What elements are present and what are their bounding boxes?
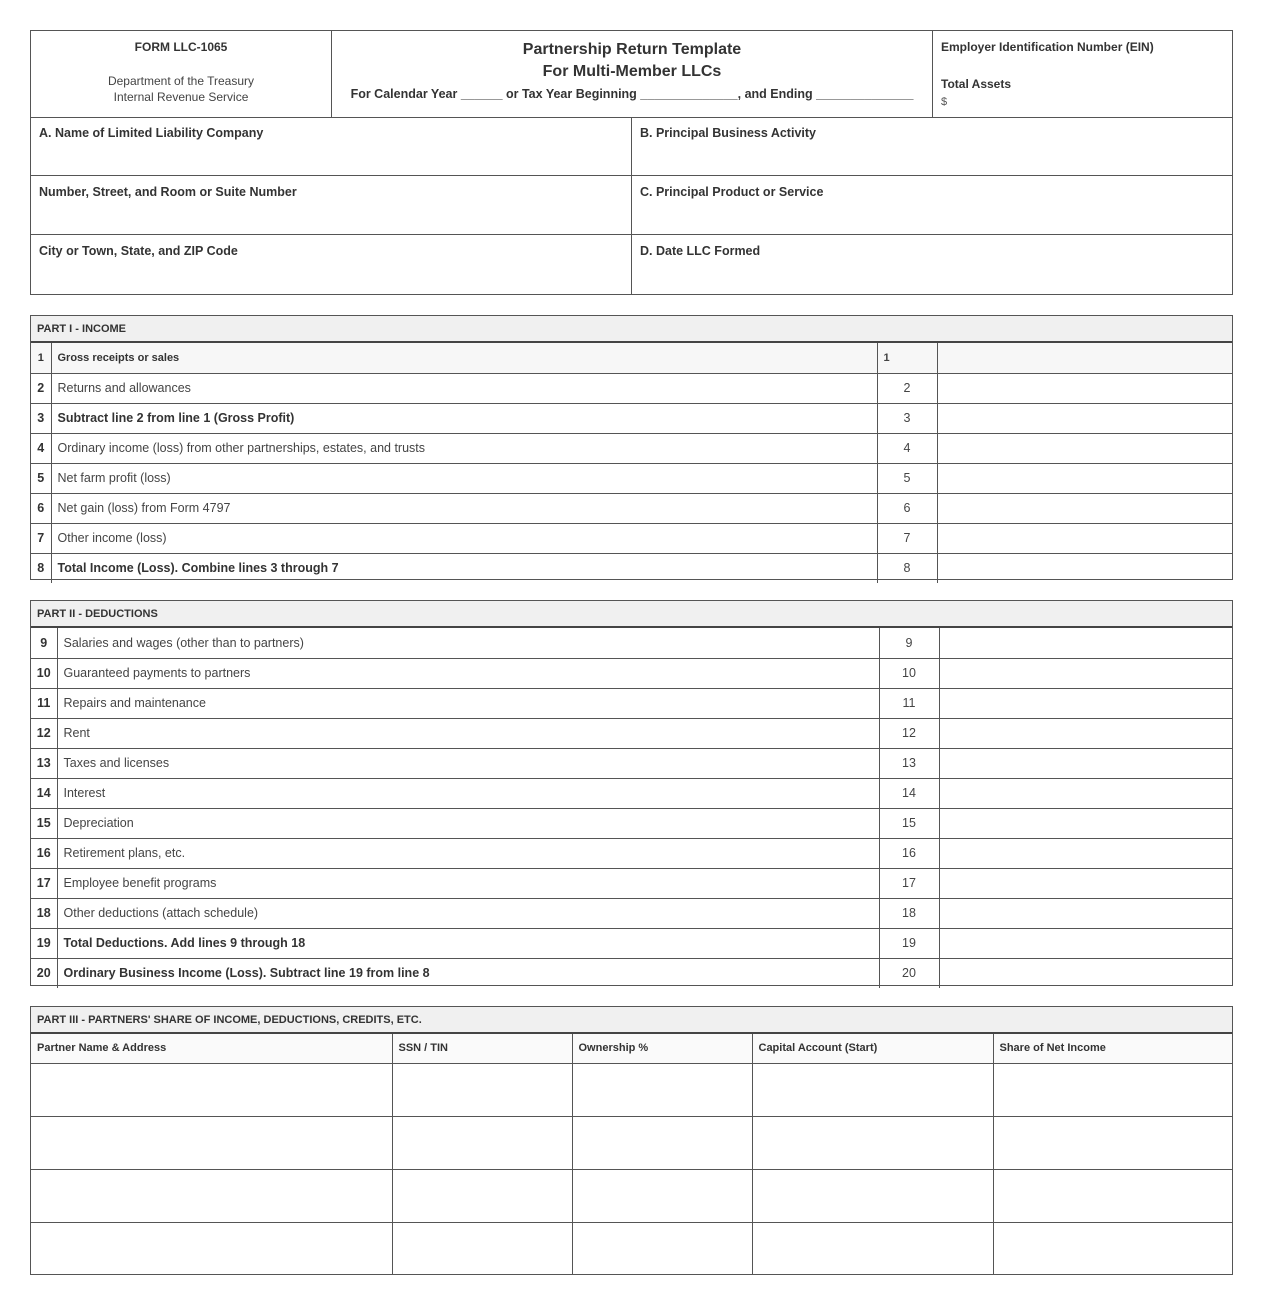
total-assets-value[interactable]: $ — [941, 96, 948, 108]
line-row — [31, 493, 1232, 523]
partner-cell[interactable] — [392, 1116, 572, 1169]
amount-field[interactable] — [939, 898, 1232, 928]
partner-cell[interactable] — [31, 1222, 392, 1275]
line-description: Returns and allowances — [51, 373, 877, 403]
form-id: FORM LLC-1065 — [134, 40, 228, 54]
line-description: Subtract line 2 from line 1 (Gross Profit) — [51, 403, 877, 433]
line-row — [31, 553, 1232, 583]
amount-field[interactable] — [939, 958, 1232, 988]
line-row — [31, 463, 1232, 493]
line-row — [31, 868, 1232, 898]
line-description: Employee benefit programs — [57, 868, 879, 898]
line-ref-number: 11 — [879, 688, 939, 718]
partner-cell[interactable] — [752, 1222, 993, 1275]
line-ref-number: 9 — [879, 628, 939, 658]
partner-column-header: Share of Net Income — [993, 1034, 1232, 1063]
income-table — [31, 343, 1232, 583]
line-row — [31, 838, 1232, 868]
partner-cell[interactable] — [993, 1116, 1232, 1169]
line-number: 20 — [31, 958, 57, 988]
partner-cell[interactable] — [572, 1116, 752, 1169]
partner-row — [31, 1063, 1232, 1116]
partner-cell[interactable] — [993, 1063, 1232, 1116]
amount-field[interactable] — [937, 433, 1232, 463]
line-row — [31, 688, 1232, 718]
line-row — [31, 928, 1232, 958]
partner-cell[interactable] — [752, 1169, 993, 1222]
deductions-table — [31, 628, 1232, 988]
line-ref-number: 20 — [879, 958, 939, 988]
company-info — [30, 117, 1233, 295]
partner-column-header: Capital Account (Start) — [752, 1034, 993, 1063]
amount-field[interactable] — [939, 778, 1232, 808]
line-row — [31, 748, 1232, 778]
amount-field[interactable] — [939, 808, 1232, 838]
line-ref-number: 7 — [877, 523, 937, 553]
line-ref-number: 12 — [879, 718, 939, 748]
line-row — [31, 433, 1232, 463]
form-title — [332, 39, 932, 83]
title-block — [332, 31, 933, 117]
partner-row — [31, 1169, 1232, 1222]
line-description: Salaries and wages (other than to partners) — [57, 628, 879, 658]
part-deductions-title: PART II - DEDUCTIONS — [31, 601, 1232, 628]
line-ref-number: 1 — [877, 343, 937, 373]
line-row — [31, 373, 1232, 403]
part-income-title: PART I - INCOME — [31, 316, 1232, 343]
line-description: Gross receipts or sales — [51, 343, 877, 373]
amount-field[interactable] — [939, 658, 1232, 688]
ein-block[interactable] — [933, 31, 1232, 117]
line-row — [31, 778, 1232, 808]
line-description: Depreciation — [57, 808, 879, 838]
line-number: 6 — [31, 493, 51, 523]
line-description: Ordinary income (loss) from other partnerships, estates, and trusts — [51, 433, 877, 463]
title-line-2: For Multi-Member LLCs — [542, 63, 722, 80]
partner-cell[interactable] — [993, 1169, 1232, 1222]
line-ref-number: 15 — [879, 808, 939, 838]
amount-field[interactable] — [939, 748, 1232, 778]
line-ref-number: 14 — [879, 778, 939, 808]
line-description: Interest — [57, 778, 879, 808]
partner-cell[interactable] — [572, 1169, 752, 1222]
company-name-field[interactable]: A. Name of Limited Liability Company — [31, 117, 632, 175]
amount-field[interactable] — [939, 688, 1232, 718]
partner-cell[interactable] — [31, 1116, 392, 1169]
line-ref-number: 4 — [877, 433, 937, 463]
line-number: 3 — [31, 403, 51, 433]
line-number: 13 — [31, 748, 57, 778]
line-description: Other income (loss) — [51, 523, 877, 553]
line-number: 14 — [31, 778, 57, 808]
city-state-zip-field[interactable]: City or Town, State, and ZIP Code — [31, 235, 632, 294]
part-partners — [30, 1006, 1233, 1275]
line-ref-number: 3 — [877, 403, 937, 433]
form-id-block — [31, 31, 332, 117]
line-number: 18 — [31, 898, 57, 928]
date-formed-field[interactable]: D. Date LLC Formed — [640, 244, 761, 258]
partners-table — [31, 1034, 1232, 1275]
line-row — [31, 343, 1232, 373]
line-number: 16 — [31, 838, 57, 868]
line-description: Rent — [57, 718, 879, 748]
line-description: Repairs and maintenance — [57, 688, 879, 718]
line-row — [31, 718, 1232, 748]
partner-column-header: Partner Name & Address — [31, 1034, 392, 1063]
info-row — [31, 117, 1232, 176]
amount-field[interactable] — [937, 403, 1232, 433]
amount-field[interactable] — [937, 493, 1232, 523]
amount-field[interactable] — [937, 373, 1232, 403]
partner-cell[interactable] — [752, 1116, 993, 1169]
part-income — [30, 315, 1233, 580]
partner-column-header: SSN / TIN — [392, 1034, 572, 1063]
amount-field[interactable] — [939, 718, 1232, 748]
line-row — [31, 808, 1232, 838]
line-row — [31, 958, 1232, 988]
amount-field[interactable] — [939, 928, 1232, 958]
line-number: 1 — [31, 343, 51, 373]
line-number: 17 — [31, 868, 57, 898]
line-description: Net farm profit (loss) — [51, 463, 877, 493]
line-description: Other deductions (attach schedule) — [57, 898, 879, 928]
line-ref-number: 19 — [879, 928, 939, 958]
ein-label: Employer Identification Number (EIN) — [941, 40, 1154, 54]
line-description: Ordinary Business Income (Loss). Subtract line 19 from line 8 — [57, 958, 879, 988]
line-number: 10 — [31, 658, 57, 688]
line-description: Total Income (Loss). Combine lines 3 through 7 — [51, 553, 877, 583]
line-row — [31, 658, 1232, 688]
dept-line-2: Internal Revenue Service — [113, 90, 249, 104]
amount-field[interactable] — [937, 343, 1232, 373]
line-description: Net gain (loss) from Form 4797 — [51, 493, 877, 523]
amount-field[interactable] — [939, 838, 1232, 868]
partner-cell[interactable] — [572, 1063, 752, 1116]
partner-cell[interactable] — [993, 1222, 1232, 1275]
line-row — [31, 628, 1232, 658]
part-deductions — [30, 600, 1233, 986]
amount-field[interactable] — [939, 628, 1232, 658]
line-ref-number: 10 — [879, 658, 939, 688]
line-ref-number: 2 — [877, 373, 937, 403]
partner-column-header: Ownership % — [572, 1034, 752, 1063]
department — [31, 73, 331, 105]
line-description: Retirement plans, etc. — [57, 838, 879, 868]
tax-period[interactable]: For Calendar Year ______ or Tax Year Beginning ______________, and Ending ______________ — [350, 87, 914, 101]
line-number: 19 — [31, 928, 57, 958]
line-number: 12 — [31, 718, 57, 748]
partner-cell[interactable] — [31, 1169, 392, 1222]
line-number: 7 — [31, 523, 51, 553]
amount-field[interactable] — [937, 523, 1232, 553]
line-ref-number: 17 — [879, 868, 939, 898]
amount-field[interactable] — [939, 868, 1232, 898]
line-number: 5 — [31, 463, 51, 493]
part-partners-title: PART III - PARTNERS' SHARE OF INCOME, DEDUCTIONS, CREDITS, ETC. — [31, 1007, 1232, 1034]
partner-row — [31, 1222, 1232, 1275]
total-assets-label: Total Assets — [941, 77, 1012, 91]
line-ref-number: 18 — [879, 898, 939, 928]
partner-row — [31, 1116, 1232, 1169]
partner-cell[interactable] — [392, 1063, 572, 1116]
business-activity-field[interactable]: B. Principal Business Activity — [640, 126, 816, 140]
line-ref-number: 16 — [879, 838, 939, 868]
line-number: 2 — [31, 373, 51, 403]
line-description: Guaranteed payments to partners — [57, 658, 879, 688]
dept-line-1: Department of the Treasury — [107, 74, 255, 88]
product-service-field[interactable]: C. Principal Product or Service — [640, 185, 824, 199]
line-ref-number: 5 — [877, 463, 937, 493]
partner-cell[interactable] — [752, 1063, 993, 1116]
line-number: 9 — [31, 628, 57, 658]
form-header — [30, 30, 1233, 118]
partner-cell[interactable] — [572, 1222, 752, 1275]
info-row — [31, 176, 1232, 235]
line-number: 15 — [31, 808, 57, 838]
line-row — [31, 898, 1232, 928]
line-number: 8 — [31, 553, 51, 583]
info-row — [31, 235, 1232, 294]
line-description: Total Deductions. Add lines 9 through 18 — [57, 928, 879, 958]
amount-field[interactable] — [937, 553, 1232, 583]
street-field[interactable]: Number, Street, and Room or Suite Number — [31, 176, 632, 234]
title-line-1: Partnership Return Template — [522, 41, 742, 58]
line-ref-number: 13 — [879, 748, 939, 778]
partner-cell[interactable] — [31, 1063, 392, 1116]
partner-cell[interactable] — [392, 1222, 572, 1275]
partner-cell[interactable] — [392, 1169, 572, 1222]
line-number: 4 — [31, 433, 51, 463]
line-row — [31, 403, 1232, 433]
amount-field[interactable] — [937, 463, 1232, 493]
line-row — [31, 523, 1232, 553]
line-number: 11 — [31, 688, 57, 718]
line-description: Taxes and licenses — [57, 748, 879, 778]
line-ref-number: 8 — [877, 553, 937, 583]
line-ref-number: 6 — [877, 493, 937, 523]
